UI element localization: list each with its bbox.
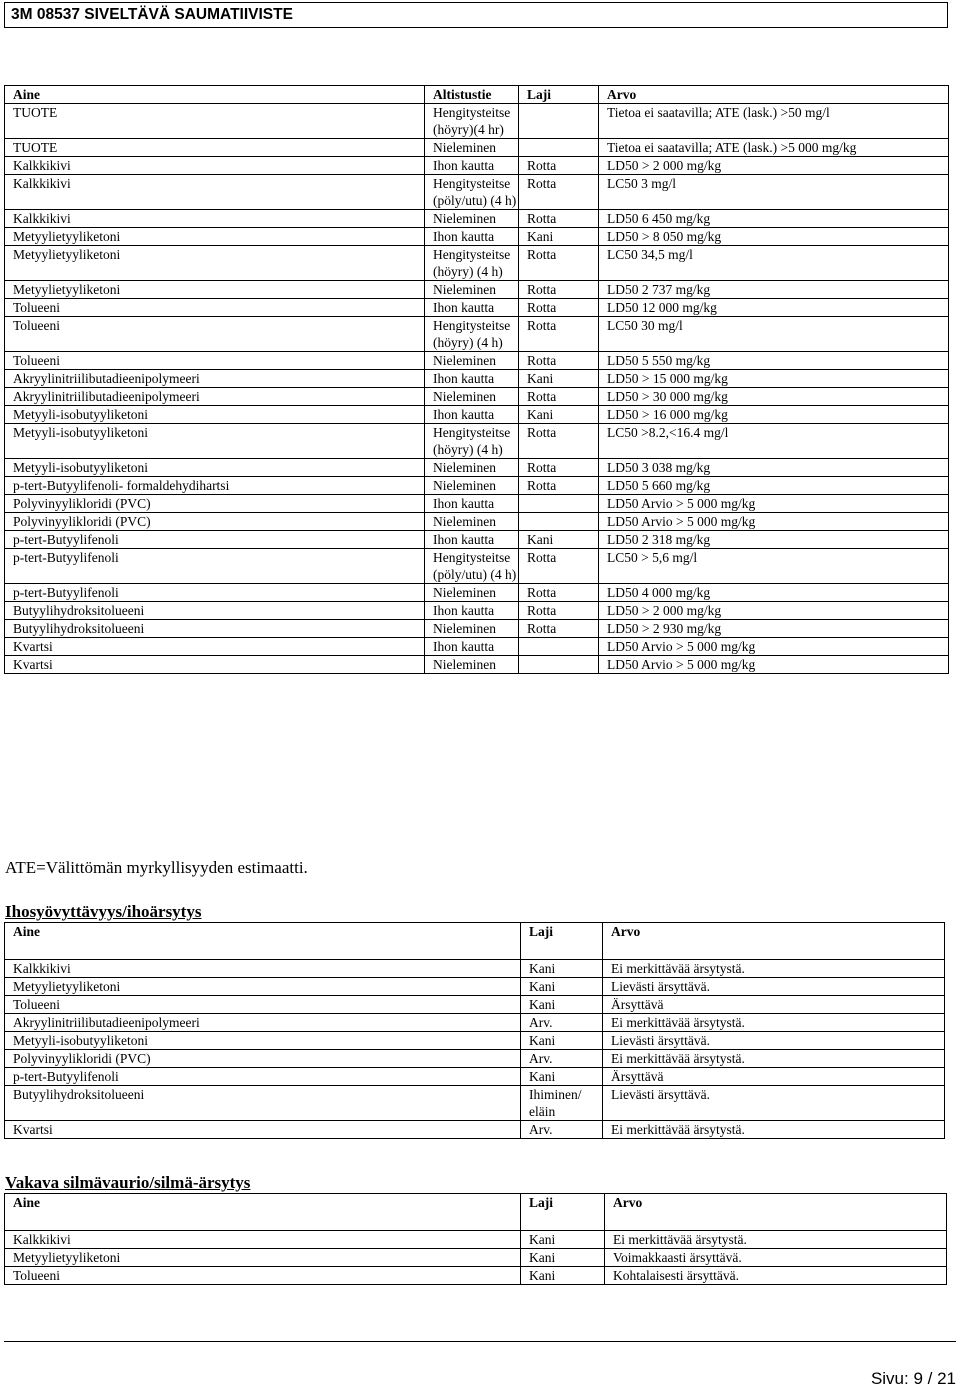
table-cell: Metyylietyyliketoni — [5, 281, 425, 299]
table-cell: Rotta — [519, 157, 599, 175]
table-cell: Ärsyttävä — [603, 1068, 945, 1086]
table-cell: Kalkkikivi — [5, 210, 425, 228]
table-cell: Rotta — [519, 281, 599, 299]
column-header: Altistustie — [425, 86, 519, 104]
table-cell: Kani — [521, 1249, 605, 1267]
table-cell: p-tert-Butyylifenoli- formaldehydihartsi — [5, 477, 425, 495]
table-cell: Rotta — [519, 602, 599, 620]
table-cell: Akryylinitriilibutadieenipolymeeri — [5, 388, 425, 406]
table-cell: Ihon kautta — [425, 370, 519, 388]
column-header: Arvo — [605, 1194, 947, 1231]
table-cell: Rotta — [519, 459, 599, 477]
column-header: Arvo — [599, 86, 949, 104]
table-row — [5, 281, 949, 299]
table-row — [5, 602, 949, 620]
table-row — [5, 584, 949, 602]
table-cell: Arv. — [521, 1050, 603, 1068]
table-cell: Butyylihydroksitolueeni — [5, 1086, 521, 1121]
table-cell: p-tert-Butyylifenoli — [5, 549, 425, 584]
table-row — [5, 1231, 947, 1249]
table-cell: Kani — [521, 996, 603, 1014]
table-cell: Rotta — [519, 549, 599, 584]
table-cell: Metyylietyyliketoni — [5, 978, 521, 996]
table-cell: LD50 3 038 mg/kg — [599, 459, 949, 477]
skin-section-heading: Ihosyövyttävyys/ihoärsytys — [5, 902, 202, 921]
table-cell: Ihon kautta — [425, 157, 519, 175]
table-cell: LD50 > 2 000 mg/kg — [599, 602, 949, 620]
table-cell: Tolueeni — [5, 996, 521, 1014]
table-header-row — [5, 923, 945, 960]
table-cell: Ei merkittävää ärsytystä. — [603, 1050, 945, 1068]
table-cell: LD50 > 15 000 mg/kg — [599, 370, 949, 388]
table-row — [5, 228, 949, 246]
table-cell: Nieleminen — [425, 620, 519, 638]
table-cell: Butyylihydroksitolueeni — [5, 602, 425, 620]
table-cell: Kalkkikivi — [5, 960, 521, 978]
table-cell: Ei merkittävää ärsytystä. — [603, 1014, 945, 1032]
table-cell: Polyvinyylikloridi (PVC) — [5, 495, 425, 513]
table-header-row — [5, 1194, 947, 1231]
table-cell: Rotta — [519, 352, 599, 370]
table-cell: Metyylietyyliketoni — [5, 246, 425, 281]
acute-toxicity-table — [4, 85, 949, 674]
table-cell: Ihon kautta — [425, 299, 519, 317]
table-cell: Rotta — [519, 210, 599, 228]
table-cell: Tolueeni — [5, 1267, 521, 1285]
table-cell: Nieleminen — [425, 477, 519, 495]
table-cell: Rotta — [519, 424, 599, 459]
table-cell: TUOTE — [5, 104, 425, 139]
table-cell — [519, 656, 599, 674]
table-cell: Ärsyttävä — [603, 996, 945, 1014]
table-cell: LD50 > 2 000 mg/kg — [599, 157, 949, 175]
table-cell: p-tert-Butyylifenoli — [5, 584, 425, 602]
table-cell: LC50 > 5,6 mg/l — [599, 549, 949, 584]
table-cell: LD50 Arvio > 5 000 mg/kg — [599, 638, 949, 656]
table-cell: Arv. — [521, 1014, 603, 1032]
table-cell: Metyyli-isobutyyliketoni — [5, 459, 425, 477]
table-cell: Nieleminen — [425, 352, 519, 370]
page-number: Sivu: 9 / 21 — [870, 1369, 956, 1388]
table-cell: Butyylihydroksitolueeni — [5, 620, 425, 638]
table-row — [5, 1050, 945, 1068]
table-cell — [519, 104, 599, 139]
table-cell: Kvartsi — [5, 656, 425, 674]
table-cell: Rotta — [519, 175, 599, 210]
table-cell: LD50 > 2 930 mg/kg — [599, 620, 949, 638]
table-row — [5, 495, 949, 513]
table-row — [5, 424, 949, 459]
table-cell: Kalkkikivi — [5, 157, 425, 175]
table-cell: Polyvinyylikloridi (PVC) — [5, 513, 425, 531]
table-cell: Metyyli-isobutyyliketoni — [5, 1032, 521, 1050]
table-row — [5, 477, 949, 495]
table-cell: Tolueeni — [5, 352, 425, 370]
table-row — [5, 1121, 945, 1139]
table-cell: LD50 2 318 mg/kg — [599, 531, 949, 549]
table-row — [5, 459, 949, 477]
table-cell: Ihon kautta — [425, 531, 519, 549]
table-cell: Akryylinitriilibutadieenipolymeeri — [5, 370, 425, 388]
table-cell — [519, 139, 599, 157]
table-cell: Ihon kautta — [425, 406, 519, 424]
table-cell: LC50 30 mg/l — [599, 317, 949, 352]
table-cell: Lievästi ärsyttävä. — [603, 1032, 945, 1050]
table-cell: Kani — [519, 370, 599, 388]
table-cell: p-tert-Butyylifenoli — [5, 1068, 521, 1086]
column-header: Arvo — [603, 923, 945, 960]
table-cell: Ihon kautta — [425, 495, 519, 513]
table-cell: Kani — [519, 531, 599, 549]
table-cell: Kani — [521, 1231, 605, 1249]
table-row — [5, 531, 949, 549]
footer-divider — [4, 1341, 956, 1342]
table-cell: Polyvinyylikloridi (PVC) — [5, 1050, 521, 1068]
table-row — [5, 549, 949, 584]
table-cell: Ihon kautta — [425, 638, 519, 656]
table-cell: Ihon kautta — [425, 602, 519, 620]
table-row — [5, 139, 949, 157]
table-row — [5, 157, 949, 175]
table-cell: LD50 > 30 000 mg/kg — [599, 388, 949, 406]
table-cell: Rotta — [519, 299, 599, 317]
table-header-row — [5, 86, 949, 104]
table-row — [5, 638, 949, 656]
table-cell: Nieleminen — [425, 459, 519, 477]
table-row — [5, 1267, 947, 1285]
table-cell: Kani — [521, 960, 603, 978]
table-cell — [519, 495, 599, 513]
column-header: Laji — [521, 1194, 605, 1231]
table-row — [5, 1014, 945, 1032]
table-row — [5, 406, 949, 424]
table-cell: LD50 12 000 mg/kg — [599, 299, 949, 317]
table-cell: Kani — [521, 1267, 605, 1285]
table-cell: Rotta — [519, 246, 599, 281]
table-cell: LD50 Arvio > 5 000 mg/kg — [599, 513, 949, 531]
table-cell: Nieleminen — [425, 513, 519, 531]
table-cell: Ei merkittävää ärsytystä. — [603, 960, 945, 978]
table-cell: LD50 > 8 050 mg/kg — [599, 228, 949, 246]
table-cell: LD50 5 550 mg/kg — [599, 352, 949, 370]
table-cell: Rotta — [519, 477, 599, 495]
table-cell: Lievästi ärsyttävä. — [603, 1086, 945, 1121]
table-cell: p-tert-Butyylifenoli — [5, 531, 425, 549]
table-row — [5, 1249, 947, 1267]
table-cell: Nieleminen — [425, 139, 519, 157]
table-cell: LC50 3 mg/l — [599, 175, 949, 210]
table-cell: Rotta — [519, 317, 599, 352]
table-row — [5, 513, 949, 531]
column-header: Aine — [5, 1194, 521, 1231]
table-cell: Hengitysteitse (höyry)(4 hr) — [425, 104, 519, 139]
table-row — [5, 960, 945, 978]
table-row — [5, 299, 949, 317]
table-cell: Rotta — [519, 584, 599, 602]
skin-irritation-table — [4, 922, 945, 1139]
table-cell: TUOTE — [5, 139, 425, 157]
table-cell: Hengitysteitse (pöly/utu) (4 h) — [425, 175, 519, 210]
table-cell: Ei merkittävää ärsytystä. — [605, 1231, 947, 1249]
table-cell: Tietoa ei saatavilla; ATE (lask.) >5 000 mg/kg — [599, 139, 949, 157]
table-row — [5, 1068, 945, 1086]
table-cell: Tietoa ei saatavilla; ATE (lask.) >50 mg/l — [599, 104, 949, 139]
table-cell: Tolueeni — [5, 299, 425, 317]
table-row — [5, 175, 949, 210]
table-row — [5, 317, 949, 352]
table-cell: Rotta — [519, 620, 599, 638]
table-cell: Kvartsi — [5, 1121, 521, 1139]
table-cell: Ihon kautta — [425, 228, 519, 246]
table-cell: Ihiminen/ eläin — [521, 1086, 603, 1121]
table-cell: Tolueeni — [5, 317, 425, 352]
table-cell: Hengitysteitse (höyry) (4 h) — [425, 246, 519, 281]
table-cell: Akryylinitriilibutadieenipolymeeri — [5, 1014, 521, 1032]
table-row — [5, 104, 949, 139]
table-cell: Hengitysteitse (höyry) (4 h) — [425, 317, 519, 352]
table-cell: Kvartsi — [5, 638, 425, 656]
table-cell: LC50 >8.2,<16.4 mg/l — [599, 424, 949, 459]
table-cell: Kalkkikivi — [5, 175, 425, 210]
table-cell: LD50 Arvio > 5 000 mg/kg — [599, 656, 949, 674]
table-cell: Kani — [521, 1068, 603, 1086]
table-cell: LD50 6 450 mg/kg — [599, 210, 949, 228]
table-row — [5, 656, 949, 674]
table-cell: Kani — [521, 978, 603, 996]
table-cell — [519, 513, 599, 531]
table-row — [5, 978, 945, 996]
ate-note: ATE=Välittömän myrkyllisyyden estimaatti. — [5, 858, 308, 877]
table-cell: LD50 5 660 mg/kg — [599, 477, 949, 495]
table-cell: Ei merkittävää ärsytystä. — [603, 1121, 945, 1139]
eye-irritation-table — [4, 1193, 947, 1285]
table-cell: Kohtalaisesti ärsyttävä. — [605, 1267, 947, 1285]
document-title: 3M 08537 SIVELTÄVÄ SAUMATIIVISTE — [4, 2, 948, 28]
table-cell: Nieleminen — [425, 388, 519, 406]
column-header: Aine — [5, 923, 521, 960]
table-cell: Metyyli-isobutyyliketoni — [5, 406, 425, 424]
table-row — [5, 1032, 945, 1050]
table-cell: LD50 Arvio > 5 000 mg/kg — [599, 495, 949, 513]
table-row — [5, 620, 949, 638]
table-cell: Hengitysteitse (höyry) (4 h) — [425, 424, 519, 459]
table-cell: Hengitysteitse (pöly/utu) (4 h) — [425, 549, 519, 584]
table-cell: Kalkkikivi — [5, 1231, 521, 1249]
table-cell — [519, 638, 599, 656]
table-cell: Arv. — [521, 1121, 603, 1139]
table-cell: Nieleminen — [425, 281, 519, 299]
table-cell: Nieleminen — [425, 584, 519, 602]
table-cell: Kani — [519, 406, 599, 424]
table-cell: LD50 4 000 mg/kg — [599, 584, 949, 602]
table-cell: LC50 34,5 mg/l — [599, 246, 949, 281]
column-header: Laji — [519, 86, 599, 104]
table-cell: Rotta — [519, 388, 599, 406]
table-row — [5, 210, 949, 228]
column-header: Aine — [5, 86, 425, 104]
table-row — [5, 388, 949, 406]
eye-section-heading: Vakava silmävaurio/silmä-ärsytys — [5, 1173, 251, 1192]
table-cell: Nieleminen — [425, 210, 519, 228]
table-row — [5, 370, 949, 388]
table-row — [5, 1086, 945, 1121]
table-cell: Voimakkaasti ärsyttävä. — [605, 1249, 947, 1267]
table-row — [5, 246, 949, 281]
table-row — [5, 352, 949, 370]
table-cell: Metyylietyyliketoni — [5, 228, 425, 246]
table-row — [5, 996, 945, 1014]
table-cell: Kani — [521, 1032, 603, 1050]
table-cell: LD50 > 16 000 mg/kg — [599, 406, 949, 424]
table-cell: Nieleminen — [425, 656, 519, 674]
table-cell: Kani — [519, 228, 599, 246]
table-cell: LD50 2 737 mg/kg — [599, 281, 949, 299]
table-cell: Lievästi ärsyttävä. — [603, 978, 945, 996]
column-header: Laji — [521, 923, 603, 960]
table-cell: Metyyli-isobutyyliketoni — [5, 424, 425, 459]
table-cell: Metyylietyyliketoni — [5, 1249, 521, 1267]
